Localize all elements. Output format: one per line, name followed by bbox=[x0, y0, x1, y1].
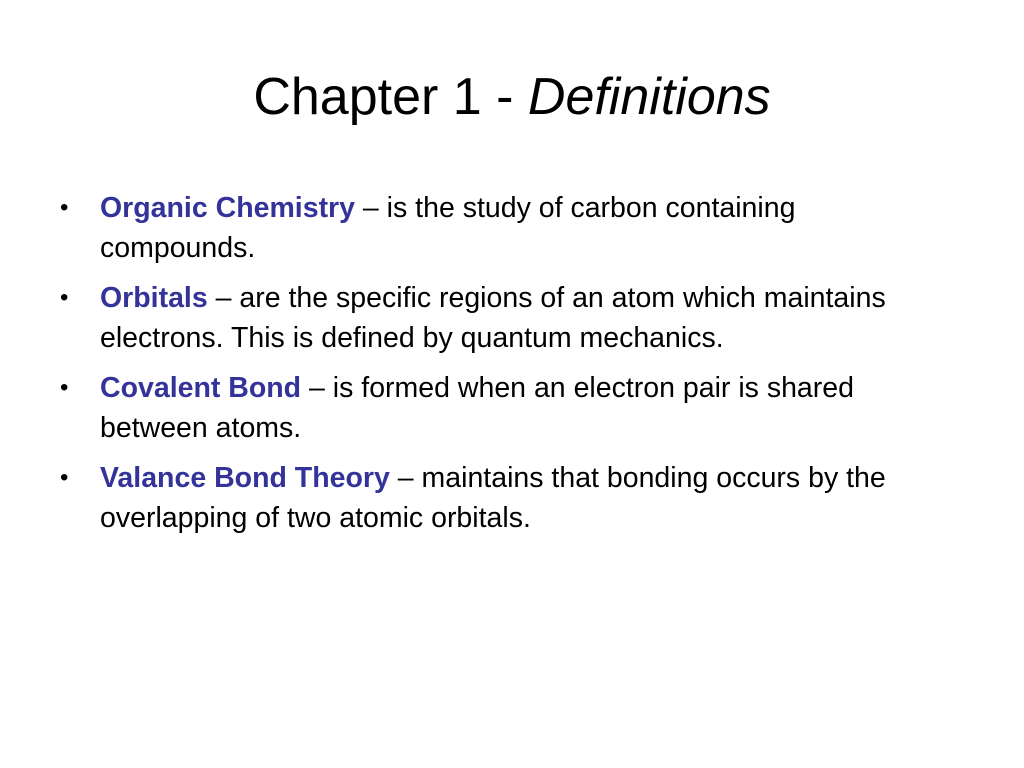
definition-term: Valance Bond Theory bbox=[100, 462, 390, 494]
definition-text: – is formed when an electron pair is shared between atoms. bbox=[100, 372, 854, 444]
definition-text: – are the specific regions of an atom which maintains electrons. This is defined by quantum mechanics. bbox=[100, 282, 886, 354]
title-main: Chapter 1 - bbox=[253, 68, 528, 126]
definition-item bbox=[58, 278, 958, 358]
definition-term: Organic Chemistry bbox=[100, 192, 355, 224]
definition-term: Orbitals bbox=[100, 282, 208, 314]
definition-item bbox=[58, 368, 958, 448]
definition-text: – is the study of carbon containing compounds. bbox=[100, 192, 796, 264]
bullet-icon: • bbox=[60, 374, 69, 401]
definition-text: – maintains that bonding occurs by the overlapping of two atomic orbitals. bbox=[100, 462, 886, 534]
definition-item bbox=[58, 188, 958, 268]
bullet-icon: • bbox=[60, 284, 69, 311]
bullet-icon: • bbox=[60, 194, 69, 221]
definition-list bbox=[58, 188, 958, 548]
title-italic: Definitions bbox=[527, 68, 771, 126]
definition-term: Covalent Bond bbox=[100, 372, 302, 404]
definition-item bbox=[58, 458, 958, 538]
bullet-icon: • bbox=[60, 464, 69, 491]
slide-title bbox=[0, 62, 1024, 132]
